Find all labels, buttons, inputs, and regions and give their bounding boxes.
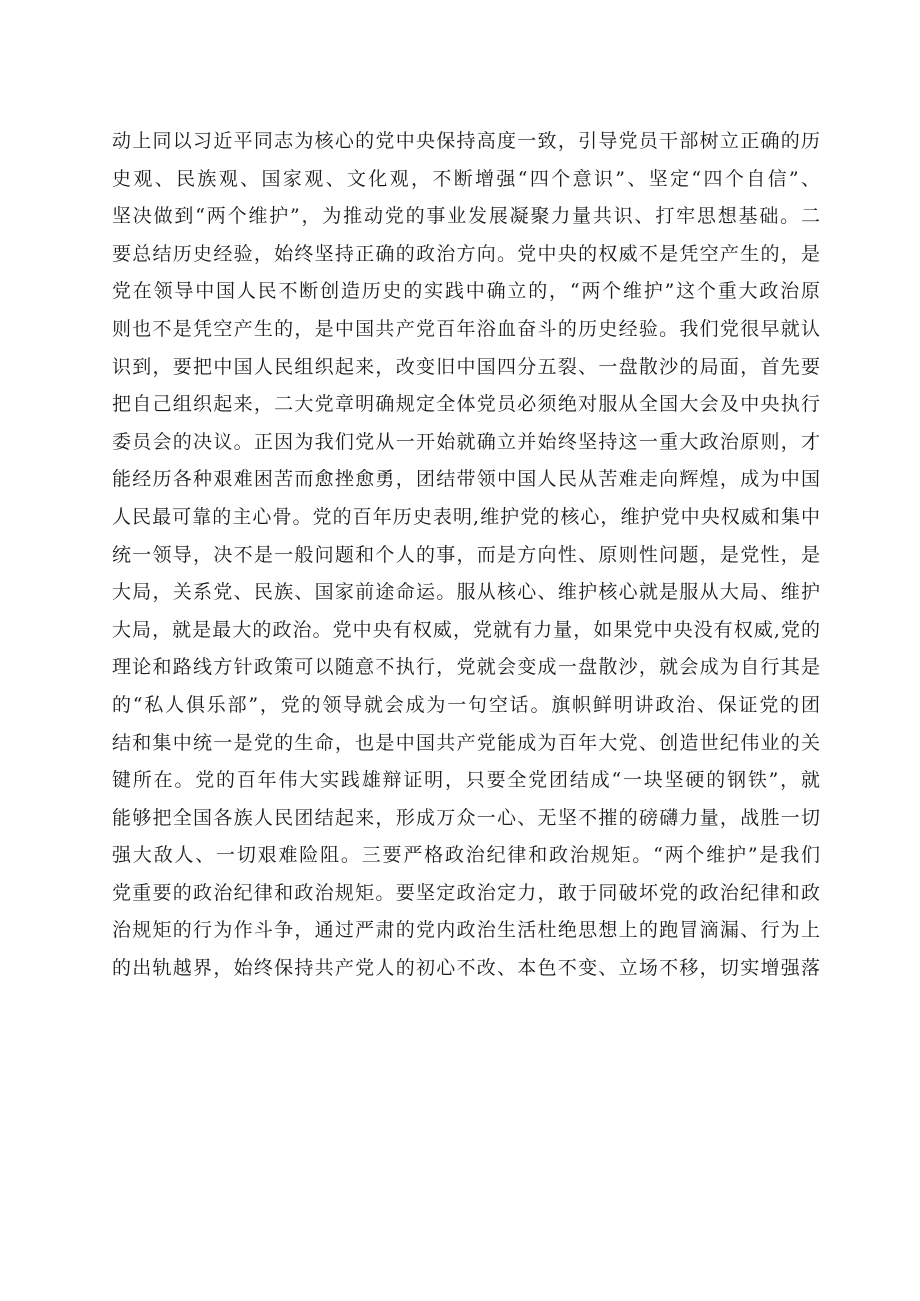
- text-line: 识到，要把中国人民组织起来，改变旧中国四分五裂、一盘散沙的局面，首先要: [112, 355, 820, 378]
- text-line: 人民最可靠的主心骨。党的百年历史表明,维护党的核心，维护党中央权威和集中: [112, 505, 820, 528]
- text-line: 能经历各种艰难困苦而愈挫愈勇，团结带领中国人民从苦难走向辉煌，成为中国: [112, 468, 820, 491]
- body-text: [112, 123, 820, 988]
- text-line: 理论和路线方针政策可以随意不执行，党就会变成一盘散沙，就会成为自行其是: [112, 656, 820, 679]
- text-line: 的出轨越界，始终保持共产党人的初心不改、本色不变、立场不移，切实增强落: [112, 957, 820, 980]
- text-line: 党重要的政治纪律和政治规矩。要坚定政治定力，敢于同破坏党的政治纪律和政: [112, 881, 820, 904]
- text-line: 统一领导，决不是一般问题和个人的事，而是方向性、原则性问题，是党性，是: [112, 543, 820, 566]
- text-line: 要总结历史经验，始终坚持正确的政治方向。党中央的权威不是凭空产生的，是: [112, 242, 820, 265]
- text-line: 键所在。党的百年伟大实践雄辩证明，只要全党团结成“一块坚硬的钢铁”，就: [112, 769, 820, 792]
- text-line: 大局，就是最大的政治。党中央有权威，党就有力量，如果党中央没有权威,党的: [112, 618, 820, 641]
- text-line: 强大敌人、一切艰难险阻。三要严格政治纪律和政治规矩。“两个维护”是我们: [112, 844, 820, 867]
- text-line: 大局，关系党、民族、国家前途命运。服从核心、维护核心就是服从大局、维护: [112, 581, 820, 604]
- text-line: 治规矩的行为作斗争，通过严肃的党内政治生活杜绝思想上的跑冒滴漏、行为上: [112, 919, 820, 942]
- text-line: 结和集中统一是党的生命，也是中国共产党能成为百年大党、创造世纪伟业的关: [112, 731, 820, 754]
- text-line: 的“私人俱乐部”，党的领导就会成为一句空话。旗帜鲜明讲政治、保证党的团: [112, 693, 820, 716]
- text-line: 能够把全国各族人民团结起来，形成万众一心、无坚不摧的磅礴力量，战胜一切: [112, 806, 820, 829]
- text-line: 把自己组织起来，二大党章明确规定全体党员必须绝对服从全国大会及中央执行: [112, 393, 820, 416]
- text-line: 动上同以习近平同志为核心的党中央保持高度一致，引导党员干部树立正确的历: [112, 130, 820, 152]
- text-line: 则也不是凭空产生的，是中国共产党百年浴血奋斗的历史经验。我们党很早就认: [112, 317, 820, 340]
- text-line: 党在领导中国人民不断创造历史的实践中确立的，“两个维护”这个重大政治原: [112, 280, 820, 303]
- text-line: 坚决做到“两个维护”，为推动党的事业发展凝聚力量共识、打牢思想基础。二: [112, 205, 820, 228]
- text-line: 史观、民族观、国家观、文化观，不断增强“四个意识”、坚定“四个自信”、: [112, 167, 820, 190]
- text-line: 委员会的决议。正因为我们党从一开始就确立并始终坚持这一重大政治原则，才: [112, 430, 820, 453]
